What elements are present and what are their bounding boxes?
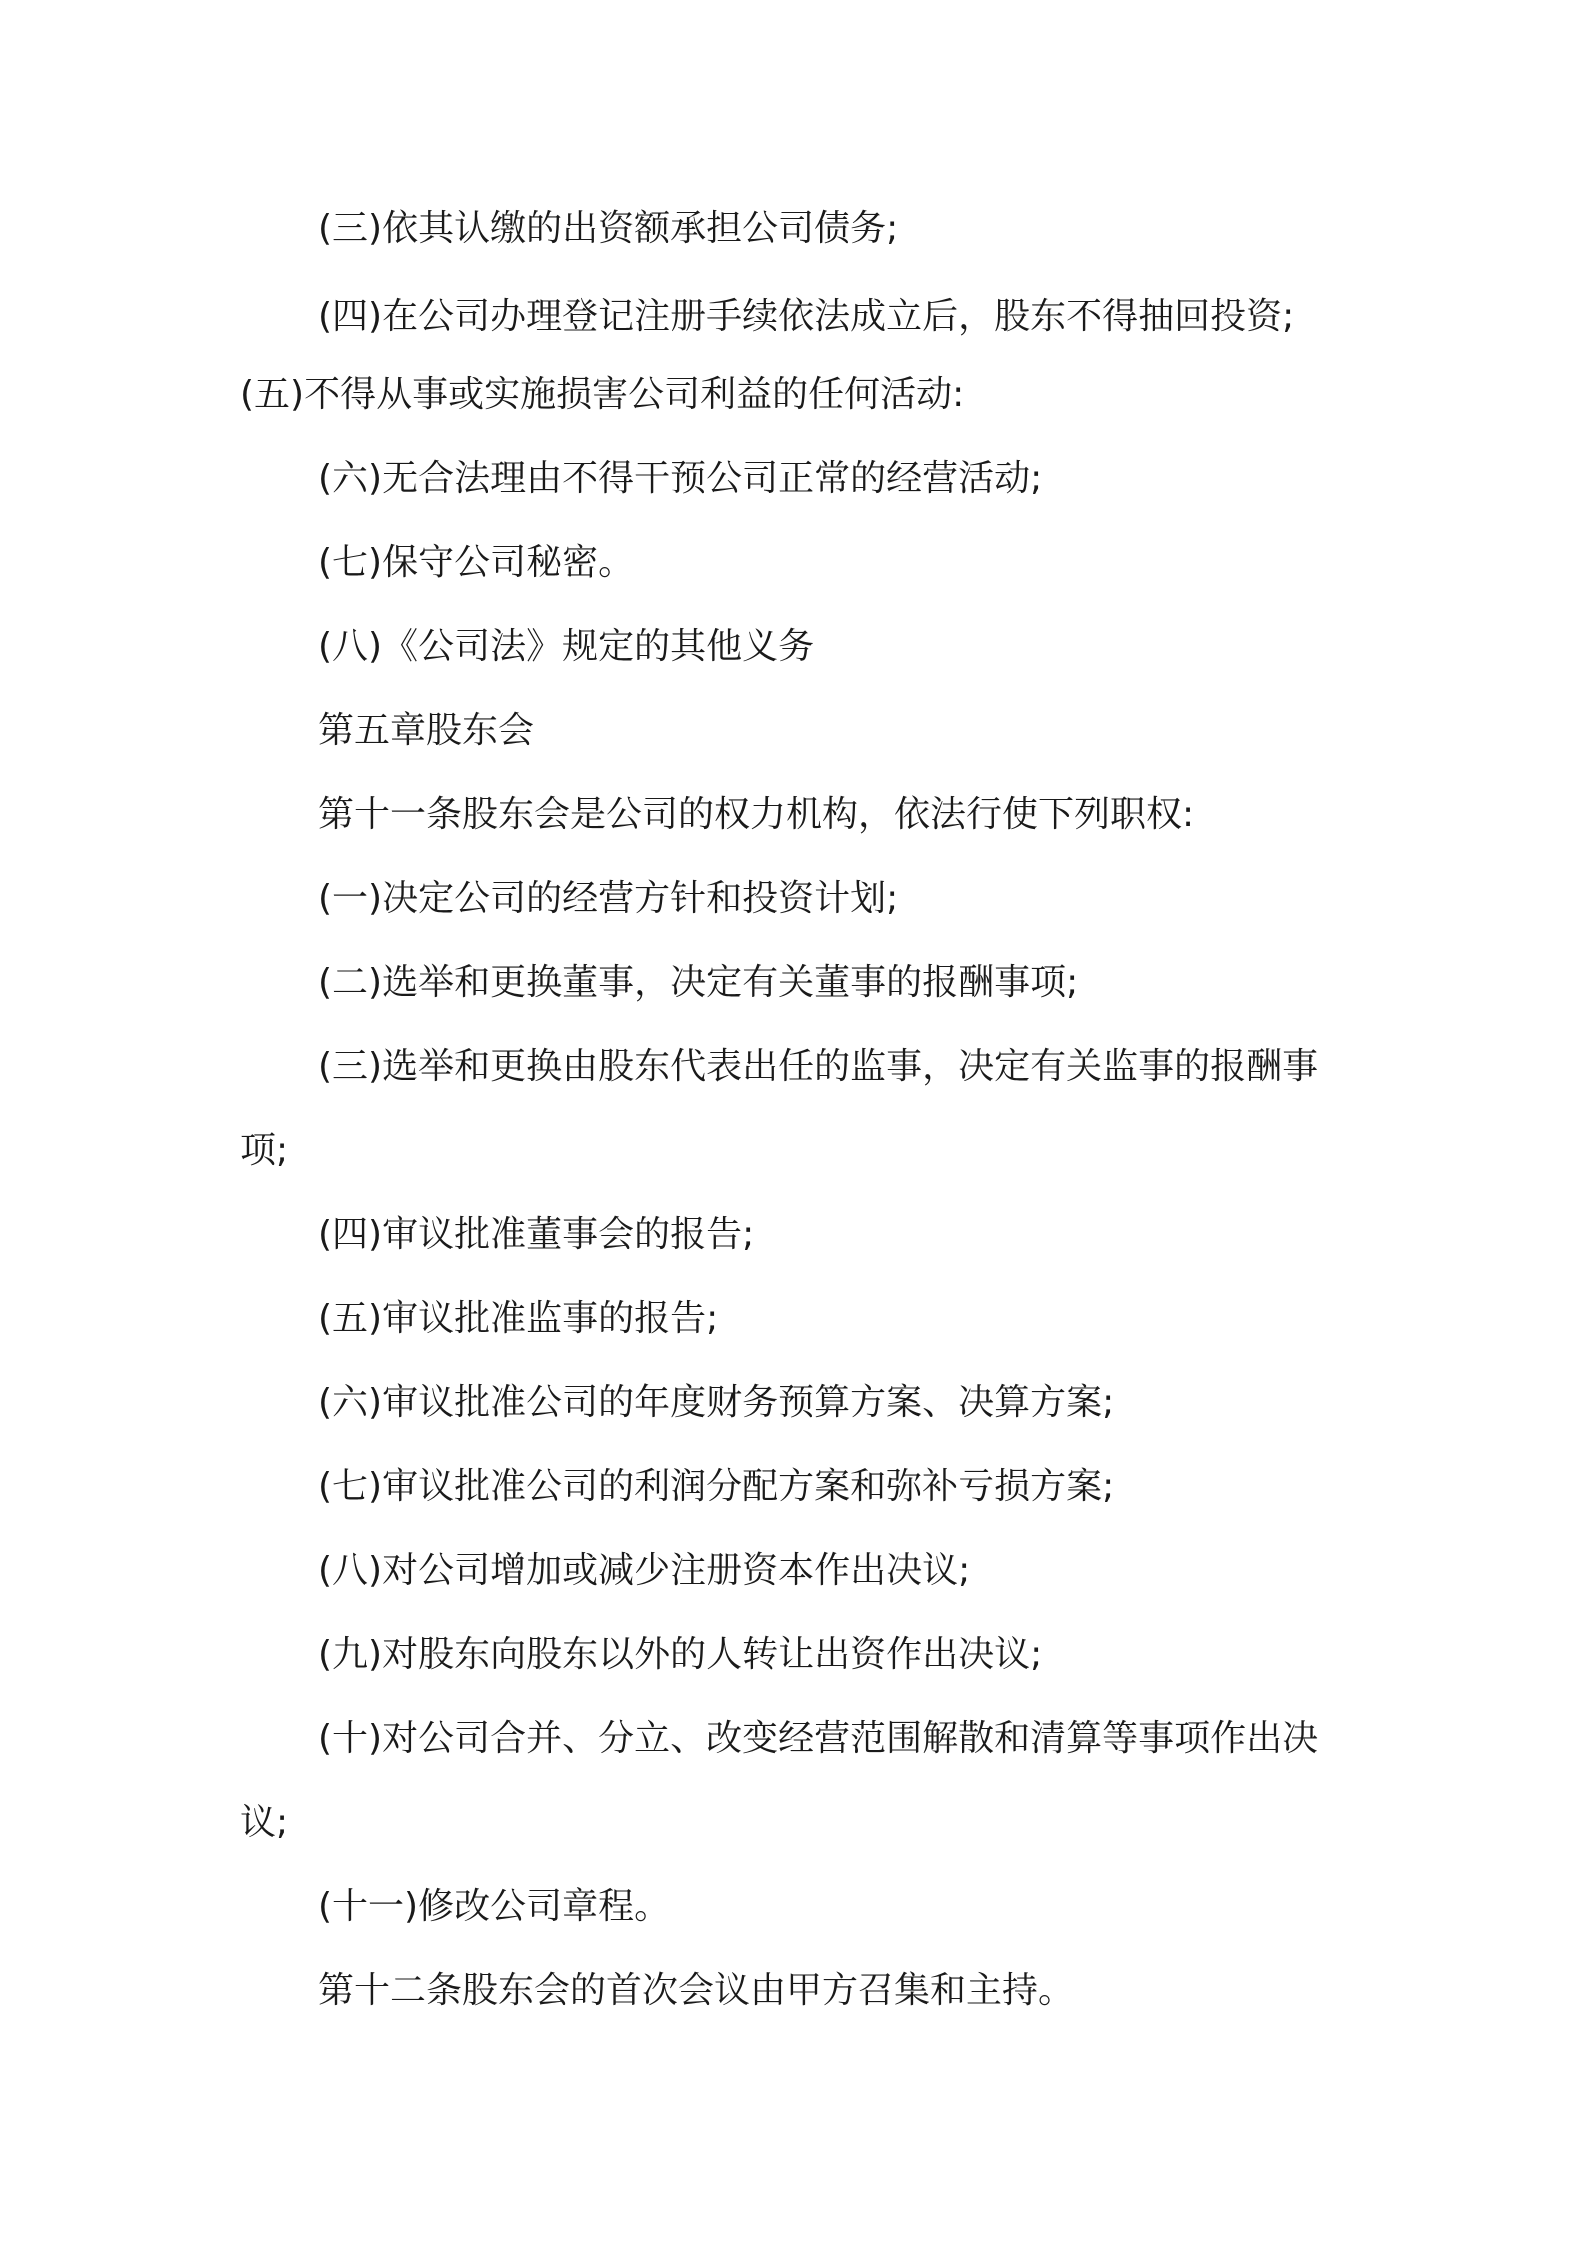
text-line: (四)在公司办理登记注册手续依法成立后，股东不得抽回投资;: [318, 296, 1295, 337]
text-line: (五)审议批准监事的报告;: [318, 1298, 719, 1339]
text-line: (一)决定公司的经营方针和投资计划;: [318, 878, 899, 919]
text-line: (七)保守公司秘密。: [318, 542, 635, 583]
article-heading: 第十一条股东会是公司的权力机构，依法行使下列职权:: [318, 794, 1195, 835]
text-line: (七)审议批准公司的利润分配方案和弥补亏损方案;: [318, 1466, 1115, 1507]
text-line: (六)审议批准公司的年度财务预算方案、决算方案;: [318, 1382, 1115, 1423]
chapter-heading: 第五章股东会: [318, 710, 535, 751]
text-line: (六)无合法理由不得干预公司正常的经营活动;: [318, 458, 1043, 499]
text-line: (九)对股东向股东以外的人转让出资作出决议;: [318, 1634, 1043, 1675]
text-line: (八)《公司法》规定的其他义务: [318, 626, 815, 667]
text-line: (八)对公司增加或减少注册资本作出决议;: [318, 1550, 971, 1591]
text-line: (二)选举和更换董事，决定有关董事的报酬事项;: [318, 962, 1079, 1003]
text-line: (十)对公司合并、分立、改变经营范围解散和清算等事项作出决: [318, 1718, 1319, 1759]
text-line-continuation: 项;: [240, 1130, 289, 1171]
text-line: (三)选举和更换由股东代表出任的监事，决定有关监事的报酬事: [318, 1046, 1319, 1087]
text-line: (四)审议批准董事会的报告;: [318, 1214, 755, 1255]
article-heading: 第十二条股东会的首次会议由甲方召集和主持。: [318, 1970, 1075, 2011]
text-line: (十一)修改公司章程。: [318, 1886, 671, 1927]
text-line: (五)不得从事或实施损害公司利益的任何活动:: [240, 374, 965, 415]
text-line: (三)依其认缴的出资额承担公司债务;: [318, 208, 899, 249]
text-line-continuation: 议;: [240, 1802, 289, 1843]
